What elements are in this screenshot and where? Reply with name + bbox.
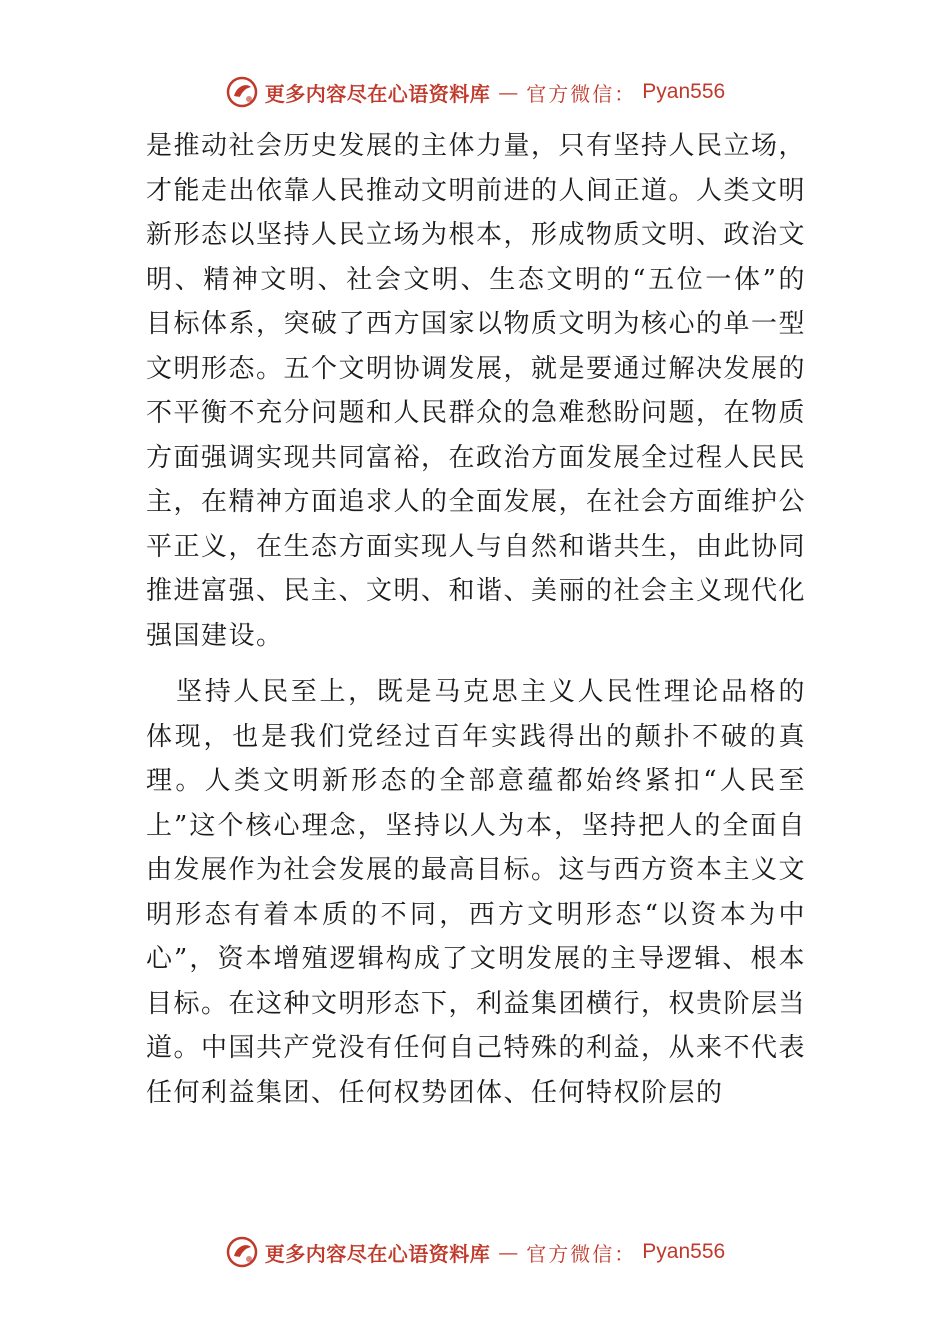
paragraph-2: 坚持人民至上，既是马克思主义人民性理论品格的体现，也是我们党经过百年实践得出的颠扑不破的真理。人类文明新形态的全部意蕴都始终紧扣“人民至上”这个核心理念，坚持以人为本，坚持把人的全面自由发展作为社会发展的最高目标。这与西方资本主义文明形态有着本质的不同，西方文明形态“以资本为中心”，资本增殖逻辑构成了文明发展的主导逻辑、根本目标。在这种文明形态下，利益集团横行，权贵阶层当道。中国共产党没有任何自己特殊的利益，从来不代表任何利益集团、任何权势团体、任何特权阶层的 [146,677,807,1108]
footer-dash: — [498,1240,519,1264]
logo-icon [225,75,259,109]
header-dash: — [498,80,519,104]
footer-title: 更多内容尽在心语资料库 [264,1241,491,1266]
footer-watermark [0,1232,950,1272]
header-title: 更多内容尽在心语资料库 [264,81,491,106]
logo-icon [225,1235,259,1269]
footer-wechat-label: 官方微信： [526,1241,637,1266]
footer-wechat-id: Pyan556 [642,1240,726,1263]
paragraph-1: 是推动社会历史发展的主体力量，只有坚持人民立场，才能走出依靠人民推动文明前进的人间正道。人类文明新形态以坚持人民立场为根本，形成物质文明、政治文明、精神文明、社会文明、生态文明的“五位一体”的目标体系，突破了西方国家以物质文明为核心的单一型文明形态。五个文明协调发展，就是要通过解决发展的不平衡不充分问题和人民群众的急难愁盼问题，在物质方面强调实现共同富裕，在政治方面发展全过程人民民主，在精神方面追求人的全面发展，在社会方面维护公平正义，在生态方面实现人与自然和谐共生，由此协同推进富强、民主、文明、和谐、美丽的社会主义现代化强国建设。 [146,131,807,651]
header-watermark [0,72,950,112]
header-wechat-label: 官方微信： [526,81,637,106]
document-body [146,124,806,1115]
header-wechat-id: Pyan556 [642,80,726,103]
